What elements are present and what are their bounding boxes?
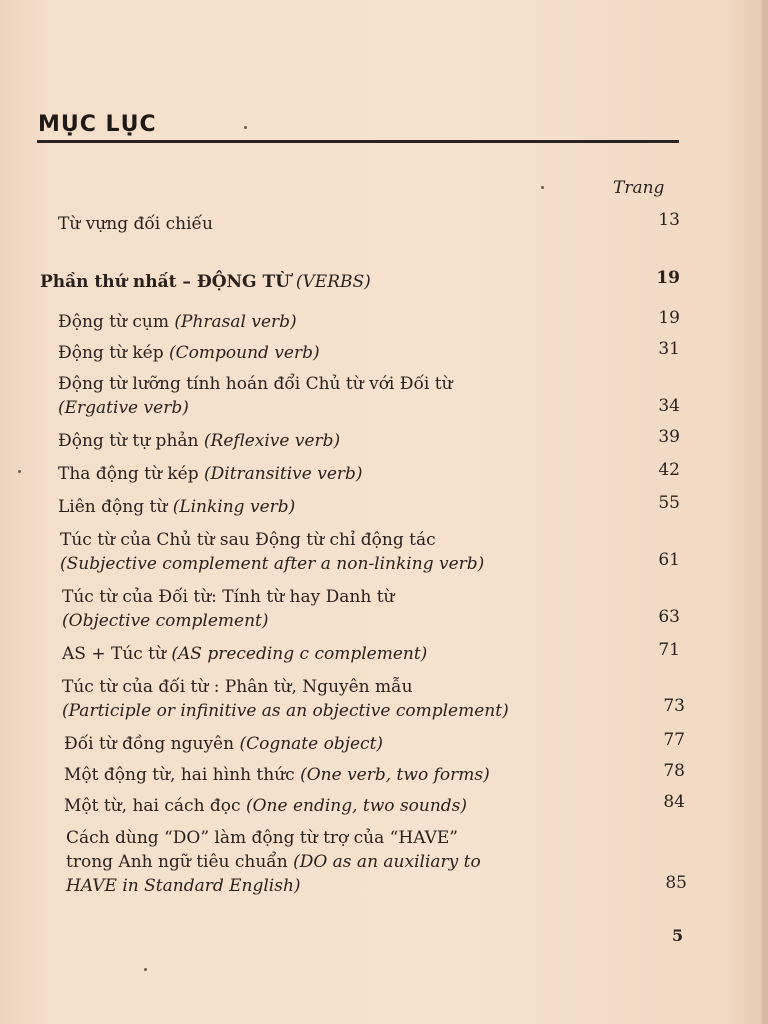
- toc-entry: [58, 462, 363, 486]
- entry-text: Động từ lưỡng tính hoán đổi Chủ từ với Đối từ: [58, 374, 453, 394]
- entry-english: (Reflexive verb): [203, 431, 341, 451]
- entry-text: Một động từ, hai hình thức: [64, 765, 301, 785]
- toc-entry: [62, 675, 509, 723]
- toc-entry: [58, 429, 340, 453]
- entry-text-line2: trong Anh ngữ tiêu chuẩn: [66, 852, 294, 872]
- entry-text: Túc từ của đối từ : Phân từ, Nguyên mẫu: [62, 677, 413, 697]
- entry-page: 55: [658, 493, 680, 513]
- toc-entry: [58, 341, 320, 365]
- toc-entry: [62, 585, 394, 633]
- toc-entry: [58, 372, 453, 420]
- page-title: MỤC LỤC: [38, 112, 157, 137]
- entry-english-line2: HAVE in Standard English): [66, 876, 301, 896]
- paper-speck: [144, 968, 147, 971]
- entry-text: Động từ cụm: [58, 312, 175, 332]
- entry-page: 84: [663, 792, 685, 812]
- entry-english: (Objective complement): [62, 611, 269, 631]
- entry-page: 73: [663, 696, 685, 716]
- entry-english: (Linking verb): [172, 497, 296, 517]
- entry-english: (Compound verb): [169, 343, 320, 363]
- page-edge: [762, 0, 768, 1024]
- entry-page: 71: [658, 640, 680, 660]
- toc-entry: [58, 212, 213, 236]
- toc-entry: [58, 310, 297, 334]
- entry-english: (Cognate object): [239, 734, 384, 754]
- entry-page: 31: [658, 339, 680, 359]
- entry-page: 78: [663, 761, 685, 781]
- entry-english: (Phrasal verb): [174, 312, 297, 332]
- entry-text: Túc từ của Chủ từ sau Động từ chỉ động tác: [60, 530, 436, 550]
- entry-english: (VERBS): [295, 272, 371, 292]
- page-column-header: Trang: [613, 178, 665, 198]
- entry-text: Liên động từ: [58, 497, 173, 517]
- entry-english: (One verb, two forms): [300, 765, 490, 785]
- entry-english: (Ditransitive verb): [204, 464, 363, 484]
- entry-text: Động từ kép: [58, 343, 170, 363]
- entry-text: Từ vựng đối chiếu: [58, 214, 213, 234]
- entry-page: 39: [658, 427, 680, 447]
- toc-entry: [64, 794, 467, 818]
- toc-entry: [58, 495, 295, 519]
- entry-text: AS + Túc từ: [62, 644, 172, 664]
- entry-text: Cách dùng “DO” làm động từ trợ của “HAVE”: [66, 828, 458, 848]
- entry-text: Tha động từ kép: [58, 464, 205, 484]
- entry-english: (Ergative verb): [58, 398, 189, 418]
- entry-page: 61: [658, 550, 680, 570]
- entry-page: 77: [663, 730, 685, 750]
- entry-english: (AS preceding c complement): [171, 644, 428, 664]
- paper-speck: [244, 126, 247, 129]
- page-number: 5: [672, 926, 684, 945]
- toc-entry: [64, 732, 383, 756]
- entry-page: 34: [658, 396, 680, 416]
- entry-english: (Subjective complement after a non-linking verb): [60, 554, 485, 574]
- entry-english: (Participle or infinitive as an objective complement): [62, 701, 509, 721]
- entry-text: Động từ tự phản: [58, 431, 204, 451]
- entry-english: (One ending, two sounds): [245, 796, 468, 816]
- toc-part-heading: [40, 270, 371, 294]
- toc-entry: [64, 763, 490, 787]
- entry-text: Phần thứ nhất – ĐỘNG TỪ: [40, 272, 296, 292]
- entry-page: 63: [658, 607, 680, 627]
- title-underline: [37, 140, 679, 143]
- entry-text: Một từ, hai cách đọc: [64, 796, 246, 816]
- entry-text: Túc từ của Đối từ: Tính từ hay Danh từ: [62, 587, 395, 607]
- entry-english: (DO as an auxiliary to: [293, 852, 481, 872]
- entry-page: 19: [658, 308, 680, 328]
- paper-speck: [541, 186, 544, 189]
- entry-page: 42: [658, 460, 680, 480]
- paper-speck: [18, 470, 21, 473]
- entry-page: 85: [665, 873, 687, 893]
- toc-entry: [62, 642, 427, 666]
- entry-page: 13: [658, 210, 680, 230]
- toc-entry: [60, 528, 484, 576]
- toc-entry: [66, 826, 481, 898]
- entry-page: 19: [656, 268, 680, 288]
- entry-text: Đối từ đồng nguyên: [64, 734, 240, 754]
